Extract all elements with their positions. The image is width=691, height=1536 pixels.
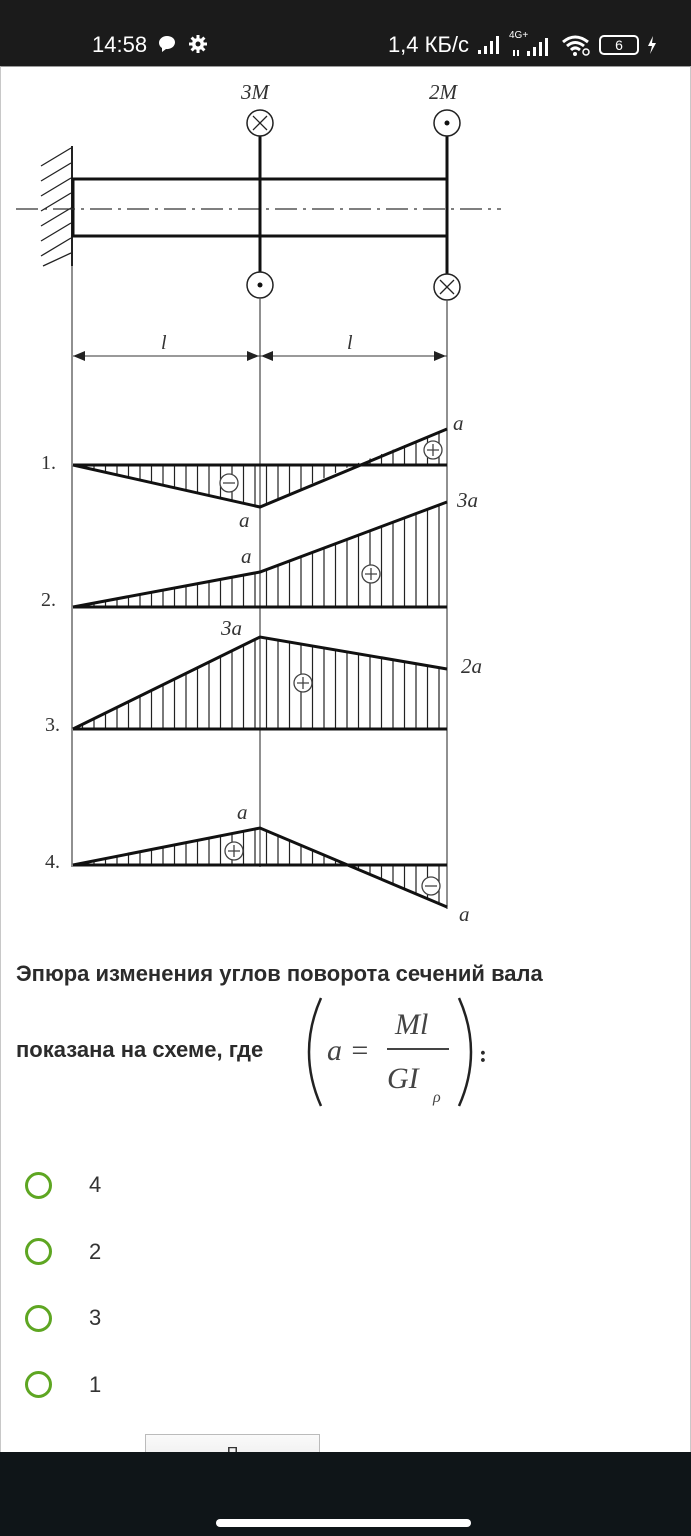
svg-text:2.: 2. xyxy=(41,589,56,611)
option-label: 1 xyxy=(89,1371,102,1397)
svg-text:2M: 2M xyxy=(429,80,457,104)
question-text: Эпюра изменения углов поворота сечений вала xyxy=(16,961,543,986)
svg-text:2a: 2a xyxy=(461,654,482,678)
svg-text:a: a xyxy=(241,544,252,568)
svg-text:4.: 4. xyxy=(45,851,60,873)
svg-text:a: a xyxy=(237,800,248,824)
option-label: 3 xyxy=(89,1305,102,1331)
option-4[interactable] xyxy=(25,1152,101,1219)
status-bar xyxy=(0,0,691,66)
battery-icon: 6 xyxy=(599,35,639,55)
formula xyxy=(299,992,499,1112)
question-page xyxy=(0,66,691,1453)
option-1[interactable] xyxy=(25,1352,101,1419)
signal-4g-icon: 4G+ xyxy=(509,34,553,56)
chat-bubble-icon xyxy=(158,35,176,53)
option-label: 2 xyxy=(89,1238,102,1264)
fixed-support xyxy=(41,146,72,266)
svg-text:Ml: Ml xyxy=(395,1008,429,1041)
shaft-torsion-diagram xyxy=(1,67,521,937)
radio-button[interactable] xyxy=(25,1172,52,1199)
svg-text:3M: 3M xyxy=(241,80,269,104)
option-3[interactable] xyxy=(25,1285,101,1352)
svg-text:ρ: ρ xyxy=(433,1089,441,1106)
gear-icon xyxy=(188,34,208,54)
charging-icon xyxy=(647,36,657,54)
radio-button[interactable] xyxy=(25,1305,52,1332)
answer-options xyxy=(25,1152,101,1418)
radio-button[interactable] xyxy=(25,1238,52,1265)
svg-text:3.: 3. xyxy=(45,714,60,736)
option-2[interactable] xyxy=(25,1219,101,1286)
svg-text:a: a xyxy=(453,411,464,435)
option-label: 4 xyxy=(89,1172,102,1198)
signal-icon xyxy=(477,36,501,54)
svg-text:a =: a = xyxy=(327,1034,370,1067)
question-text-line2: показана на схеме, где xyxy=(16,1037,264,1062)
svg-text:l: l xyxy=(161,332,167,354)
svg-text:l: l xyxy=(347,332,353,354)
svg-text:a: a xyxy=(459,902,470,926)
svg-text:3a: 3a xyxy=(457,488,478,512)
svg-text:1.: 1. xyxy=(41,452,56,474)
clock: 14:58 xyxy=(92,32,148,57)
radio-button[interactable] xyxy=(25,1371,52,1398)
network-speed: 1,4 КБ/с xyxy=(387,32,469,57)
home-gesture-bar[interactable] xyxy=(216,1519,471,1527)
svg-text:3a: 3a xyxy=(221,616,242,640)
svg-text:GI: GI xyxy=(387,1062,419,1095)
svg-text::: : xyxy=(479,1042,487,1068)
svg-text:a: a xyxy=(239,508,250,532)
wifi-icon xyxy=(561,34,591,56)
